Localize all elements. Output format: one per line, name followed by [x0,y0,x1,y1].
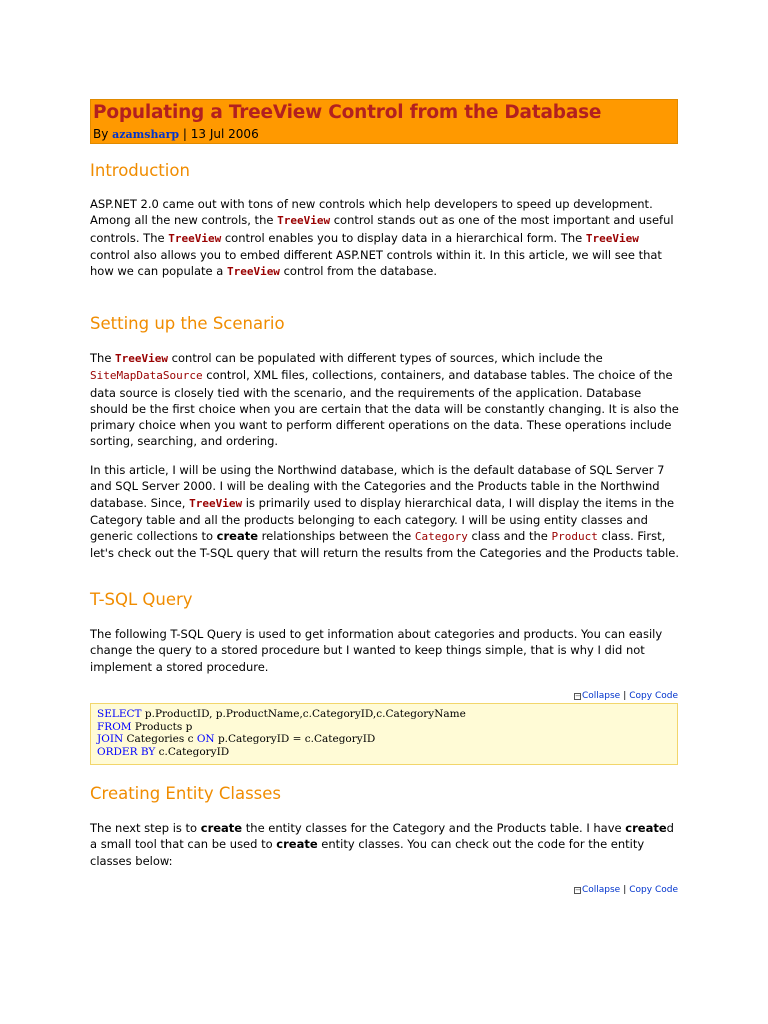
sql-code-block: SELECT p.ProductID, p.ProductName,c.CategoryID,c.CategoryName FROM Products p JOIN Categories c ON p.CategoryID = c.CategoryID ORDER BY c.CategoryID [90,703,678,765]
tsql-paragraph: The following T-SQL Query is used to get information about categories and products. You can easily change the query to a stored procedure but I wanted to keep things simple, that is why I did not implement a stored procedure. [90,627,663,674]
page-title: Populating a TreeView Control from the Database [93,102,602,123]
code-treeview: TreeView [168,231,222,245]
byline [93,126,677,143]
collapse-icon[interactable]: − [574,886,581,894]
highlight-create: create [216,529,259,544]
copy-code-link[interactable]: Copy Code [629,691,678,701]
code-toolbar-2: −Collapse | Copy Code [574,885,678,895]
entity-paragraph: The next step is to create the entity classes for the Category and the Products table. I have created a small tool that can be used to create entity classes. You can check out the code for the entity classes below: [90,821,674,868]
author-link[interactable]: azamsharp [112,128,180,141]
heading-entity-classes: Creating Entity Classes [90,784,282,803]
code-treeview: TreeView [115,352,169,365]
code-toolbar-1: −Collapse | Copy Code [574,691,678,701]
highlight-create: create [200,821,243,835]
byline-prefix: By [93,127,113,141]
code-category: Category [414,530,468,544]
intro-paragraph: ASP.NET 2.0 came out with tons of new controls which help developers to speed up development. Among all the new controls, the TreeView control stands out as one of the most important and useful controls. The TreeView control enables you to display data in a hierarchical form. The TreeView control also allows you to embed different ASP.NET controls within it. In this article, we will see that how we can populate a TreeView control from the database. [90,197,674,279]
heading-tsql: T-SQL Query [90,590,193,609]
code-treeview: TreeView [585,231,639,245]
highlight-create: create [625,821,667,835]
code-treeview: TreeView [189,496,243,510]
code-treeview: TreeView [226,265,280,279]
code-product: Product [551,530,598,544]
article-date: 13 Jul 2006 [190,127,259,141]
highlight-create: create [276,837,318,852]
collapse-link[interactable]: Collapse [581,885,621,895]
code-treeview: TreeView [277,214,331,228]
title-banner [90,99,678,144]
scenario-paragraph-2: In this article, I will be using the Northwind database, which is the default database of SQL Server 7 and SQL Server 2000. I will be dealing with the Categories and the Products table in the Northwind database. Since, TreeView is primarily used to display hierarchical data, I will display the items in the Category table and all the products belonging to each category. I will be using entity classes and generic collections to create relationships between the Category class and the Product class. First, let's check out the T-SQL query that will return the results from the Categories and the Products table. [90,463,679,561]
collapse-link[interactable]: Collapse [581,691,621,701]
copy-code-link[interactable]: Copy Code [629,885,678,895]
heading-introduction: Introduction [90,161,190,180]
code-sitemapdatasource: SiteMapDataSource [90,369,203,383]
scenario-paragraph-1: The TreeView control can be populated with different types of sources, which include the SiteMapDataSource control, XML files, collections, containers, and database tables. The choice of the data source is closely tied with the scenario, and the requirements of the application. Database should be the first choice when you are certain that the data will be constantly changing. It is also the primary choice when you want to perform different operations on the data. These operations include sorting, searching, and ordering. [90,351,679,449]
collapse-icon[interactable]: − [574,692,581,700]
heading-scenario: Setting up the Scenario [90,314,285,333]
byline-separator: | [179,127,191,141]
